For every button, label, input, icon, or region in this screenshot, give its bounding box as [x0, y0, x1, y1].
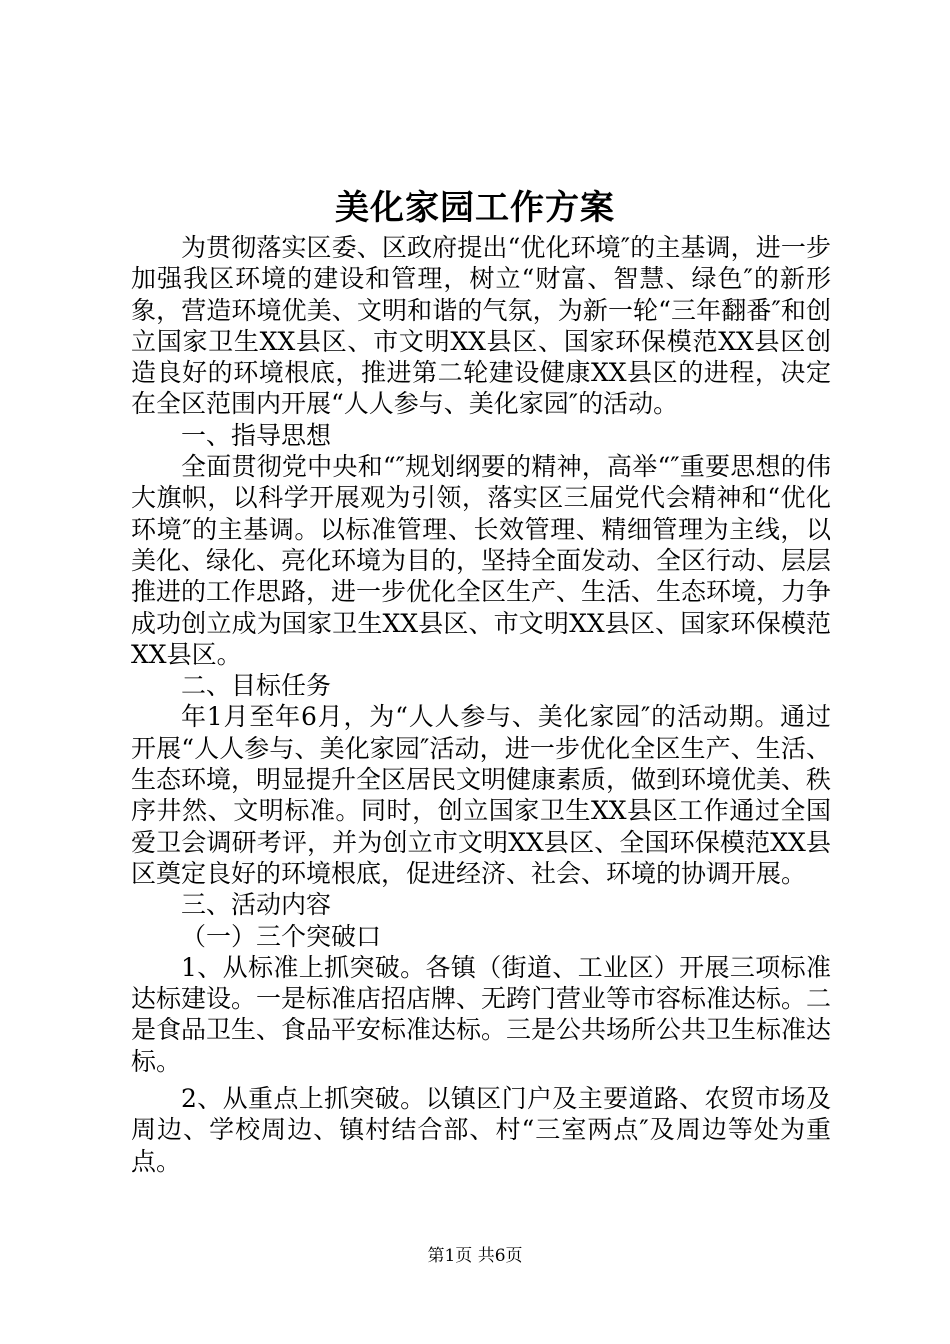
subsection-heading-breakthroughs: （一）三个突破口: [181, 921, 382, 951]
intro-paragraph: 为贯彻落实区委、区政府提出“优化环境″的主基调，进一步加强我区环境的建设和管理，树立“财富、智慧、绿色″的新形象，营造环境优美、文明和谐的气氛，为新一轮“三年翻番″和创立国家卫生XX县区、市文明XX县区、国家环保模范XX县区创造良好的环境根底，推进第二轮建设健康XX县区的进程，决定在全区范围内开展“人人参与、美化家园″的活动。: [131, 233, 831, 419]
breakthrough-key-areas-paragraph: 2、从重点上抓突破。以镇区门户及主要道路、农贸市场及周边、学校周边、镇村结合部、村“三室两点″及周边等处为重点。: [131, 1084, 831, 1176]
section-heading-activities: 三、活动内容: [181, 890, 332, 920]
section-heading-goals: 二、目标任务: [181, 671, 332, 701]
document-body: [131, 232, 831, 1177]
document-title: 美化家园工作方案: [335, 188, 615, 228]
breakthrough-standards-paragraph: 1、从标准上抓突破。各镇（街道、工业区）开展三项标准达标建设。一是标准店招店牌、无跨门营业等市容标准达标。二是食品卫生、食品平安标准达标。三是公共场所公共卫生标准达标。: [131, 952, 832, 1076]
page-indicator: 第1页 共6页: [427, 1246, 523, 1266]
goals-paragraph: 年1月至年6月，为“人人参与、美化家园″的活动期。通过开展“人人参与、美化家园″活动，进一步优化全区生产、生活、生态环境，明显提升全区居民文明健康素质，做到环境优美、秩序井然、文明标准。同时，创立国家卫生XX县区工作通过全国爱卫会调研考评，并为创立市文明XX县区、全国环保模范XX县区奠定良好的环境根底，促进经济、社会、环境的协调开展。: [131, 702, 832, 888]
section-heading-guiding-thought: 一、指导思想: [181, 420, 332, 450]
guiding-thought-paragraph: 全面贯彻党中央和“″规划纲要的精神，高举“″重要思想的伟大旗帜，以科学开展观为引领，落实区三届党代会精神和“优化环境″的主基调。以标准管理、长效管理、精细管理为主线，以美化、绿化、亮化环境为目的，坚持全面发动、全区行动、层层推进的工作思路，进一步优化全区生产、生活、生态环境，力争成功创立成为国家卫生XX县区、市文明XX县区、国家环保模范XX县区。: [131, 452, 832, 669]
